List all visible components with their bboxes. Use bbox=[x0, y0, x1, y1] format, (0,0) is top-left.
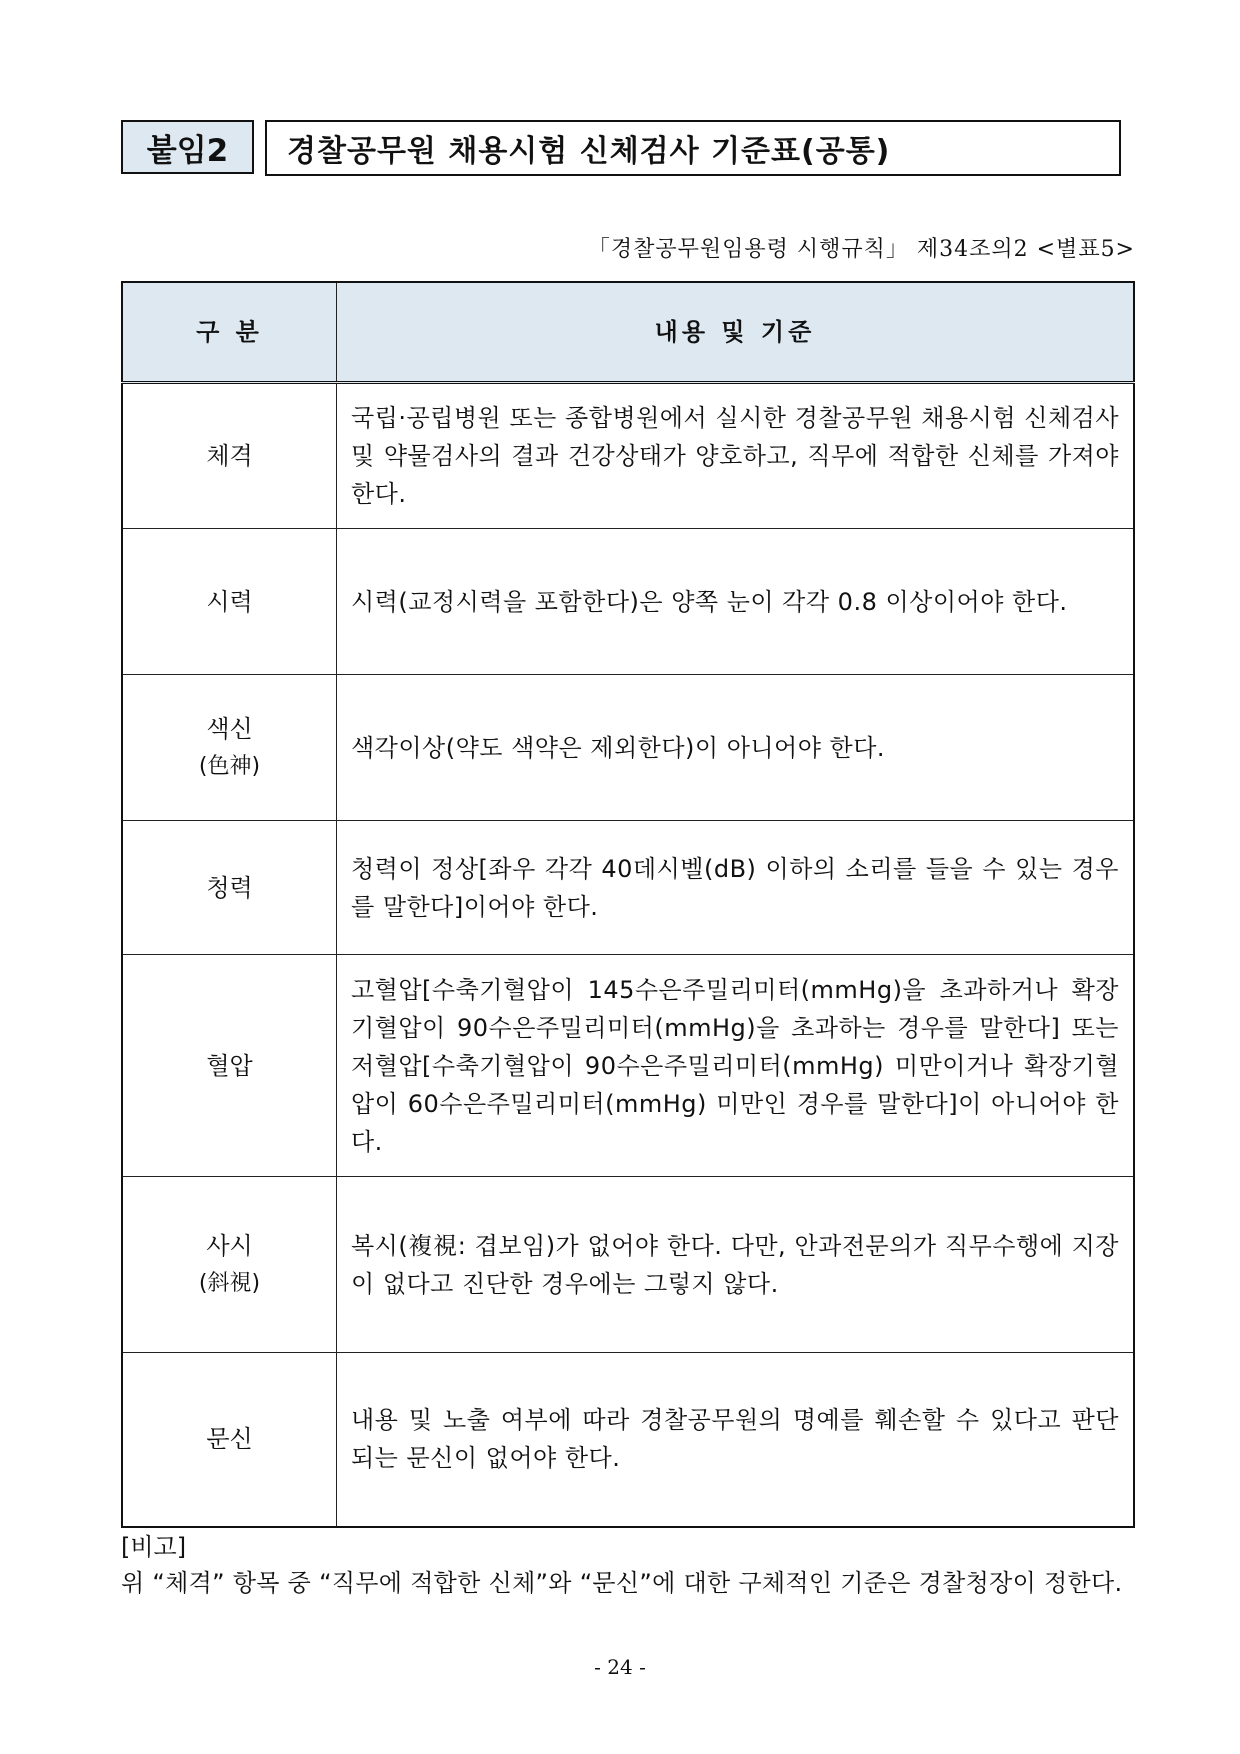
row-category bbox=[122, 1177, 337, 1353]
page-number: - 24 - bbox=[594, 1655, 646, 1679]
category-label: 청력 bbox=[206, 873, 253, 902]
row-category bbox=[122, 821, 337, 955]
row-category bbox=[122, 383, 337, 529]
category-label: 색신 bbox=[206, 714, 253, 743]
category-hanja: (色神) bbox=[198, 753, 261, 779]
category-label: 사시 bbox=[206, 1231, 253, 1260]
document-title: 경찰공무원 채용시험 신체검사 기준표(공통) bbox=[265, 120, 1121, 176]
row-content: 복시(複視: 겹보임)가 없어야 한다. 다만, 안과전문의가 직무수행에 지장이 없다고 진단한 경우에는 그렇지 않다. bbox=[337, 1177, 1135, 1353]
column-header-content: 내용 및 기준 bbox=[337, 282, 1135, 383]
row-content: 색각이상(약도 색약은 제외한다)이 아니어야 한다. bbox=[337, 675, 1135, 821]
table-row bbox=[122, 529, 1134, 675]
category-label: 문신 bbox=[206, 1425, 253, 1454]
remark-text: 위 “체격” 항목 중 “직무에 적합한 신체”와 “문신”에 대한 구체적인 기준은 경찰청장이 정한다. bbox=[121, 1569, 1123, 1597]
document-header bbox=[121, 120, 1121, 178]
legal-source: 「경찰공무원임용령 시행규칙」 제34조의2 <별표5> bbox=[587, 237, 1135, 262]
category-label: 시력 bbox=[206, 587, 253, 616]
row-category bbox=[122, 1353, 337, 1527]
row-category bbox=[122, 529, 337, 675]
table-row bbox=[122, 955, 1134, 1177]
row-content: 내용 및 노출 여부에 따라 경찰공무원의 명예를 훼손할 수 있다고 판단되는 문신이 없어야 한다. bbox=[337, 1353, 1135, 1527]
row-category bbox=[122, 675, 337, 821]
category-label: 체격 bbox=[206, 442, 253, 470]
criteria-table bbox=[121, 281, 1135, 1528]
table-row bbox=[122, 1177, 1134, 1353]
table-row bbox=[122, 821, 1134, 955]
remark-label: [비고] bbox=[121, 1533, 187, 1561]
row-content: 고혈압[수축기혈압이 145수은주밀리미터(mmHg)을 초과하거나 확장기혈압이 90수은주밀리미터(mmHg)을 초과하는 경우를 말한다] 또는 저혈압[수축기혈압이 90수은주밀리미터(mmHg) 미만이거나 확장기혈압이 60수은주밀리미터(mmHg) 미만인 경우를 말한다]이 아니어야 한다. bbox=[337, 955, 1135, 1177]
table-row bbox=[122, 383, 1134, 529]
row-content: 국립·공립병원 또는 종합병원에서 실시한 경찰공무원 채용시험 신체검사 및 약물검사의 결과 건강상태가 양호하고, 직무에 적합한 신체를 가져야 한다. bbox=[337, 383, 1135, 529]
category-label: 혈압 bbox=[206, 1051, 253, 1080]
category-hanja: (斜視) bbox=[198, 1270, 261, 1296]
column-header-category: 구 분 bbox=[122, 282, 337, 383]
table-row bbox=[122, 1353, 1134, 1527]
row-content: 청력이 정상[좌우 각각 40데시벨(dB) 이하의 소리를 들을 수 있는 경우를 말한다]이어야 한다. bbox=[337, 821, 1135, 955]
row-category bbox=[122, 955, 337, 1177]
attachment-tag: 붙임2 bbox=[121, 120, 254, 174]
row-content: 시력(교정시력을 포함한다)은 양쪽 눈이 각각 0.8 이상이어야 한다. bbox=[337, 529, 1135, 675]
table-row bbox=[122, 675, 1134, 821]
table-header-row bbox=[122, 282, 1134, 383]
